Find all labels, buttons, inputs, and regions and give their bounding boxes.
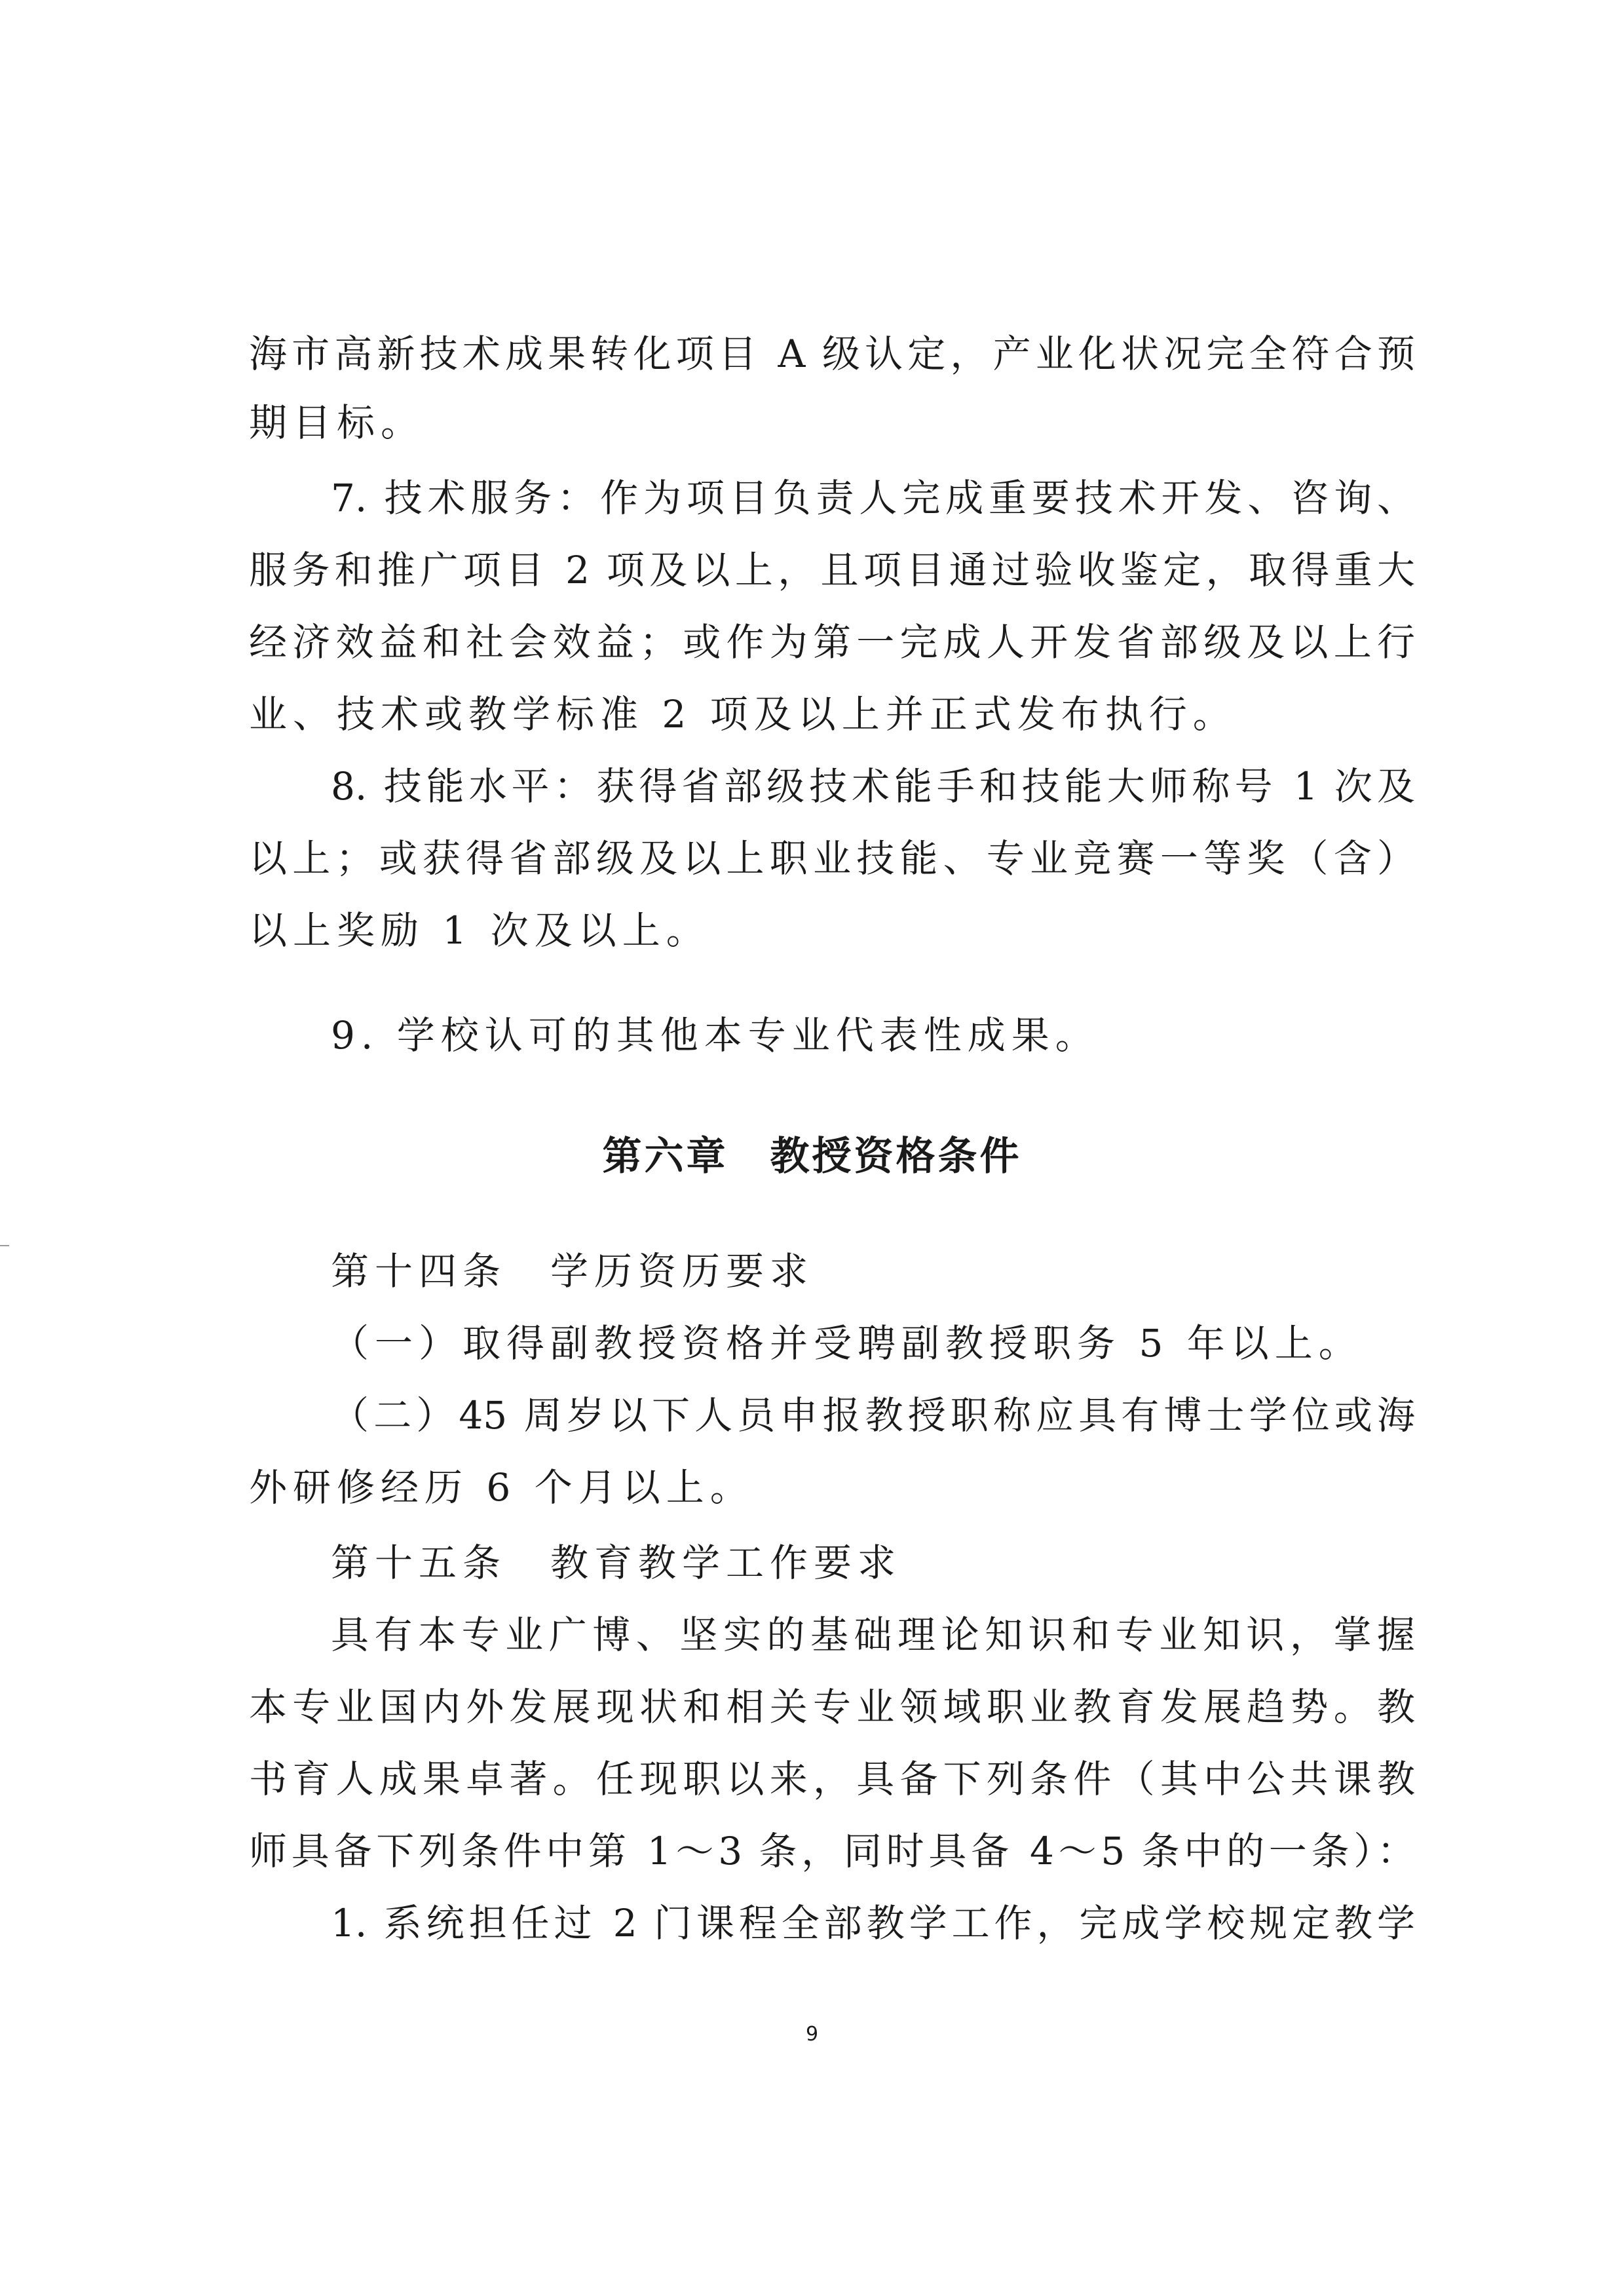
text-line: 8. 技能水平：获得省部级技术能手和技能大师称号 1 次及 [331,764,1415,809]
text-line: 书育人成果卓著。任现职以来，具备下列条件（其中公共课教 [249,1757,1415,1801]
text-line: 以上奖励 1 次及以上。 [249,908,710,953]
text-line: 具有本专业广博、坚实的基础理论知识和专业知识，掌握 [331,1613,1415,1657]
text-line: 业、技术或教学标准 2 项及以上并正式发布执行。 [249,692,1237,737]
text-line: （二）45 周岁以下人员申报教授职称应具有博士学位或海 [331,1393,1415,1438]
text-line: 7. 技术服务：作为项目负责人完成重要技术开发、咨询、 [331,476,1415,520]
chapter-heading: 第六章 教授资格条件 [602,1134,1022,1179]
text-line: 9. 学校认可的其他本专业代表性成果。 [331,1013,1099,1058]
page-number: 9 [805,2023,819,2046]
text-line: 1. 系统担任过 2 门课程全部教学工作，完成学校规定教学 [331,1901,1415,1945]
scan-edge-mark [0,1245,9,1246]
article-heading: 第十四条 学历资历要求 [331,1249,814,1293]
text-line: 期目标。 [249,400,425,445]
text-line: 经济效益和社会效益；或作为第一完成人开发省部级及以上行 [249,620,1415,664]
text-line: 服务和推广项目 2 项及以上，且项目通过验收鉴定，取得重大 [249,548,1415,592]
text-line: 以上；或获得省部级及以上职业技能、专业竞赛一等奖（含） [249,836,1415,881]
text-line: 本专业国内外发展现状和相关专业领域职业教育发展趋势。教 [249,1685,1415,1729]
text-line: 师具备下列条件中第 1～3 条，同时具备 4～5 条中的一条）： [249,1829,1415,1873]
text-line: 海市高新技术成果转化项目 A 级认定，产业化状况完全符合预 [249,332,1415,376]
text-line: （一）取得副教授资格并受聘副教授职务 5 年以上。 [331,1321,1363,1366]
text-line: 外研修经历 6 个月以上。 [249,1465,754,1510]
article-heading: 第十五条 教育教学工作要求 [331,1540,902,1585]
